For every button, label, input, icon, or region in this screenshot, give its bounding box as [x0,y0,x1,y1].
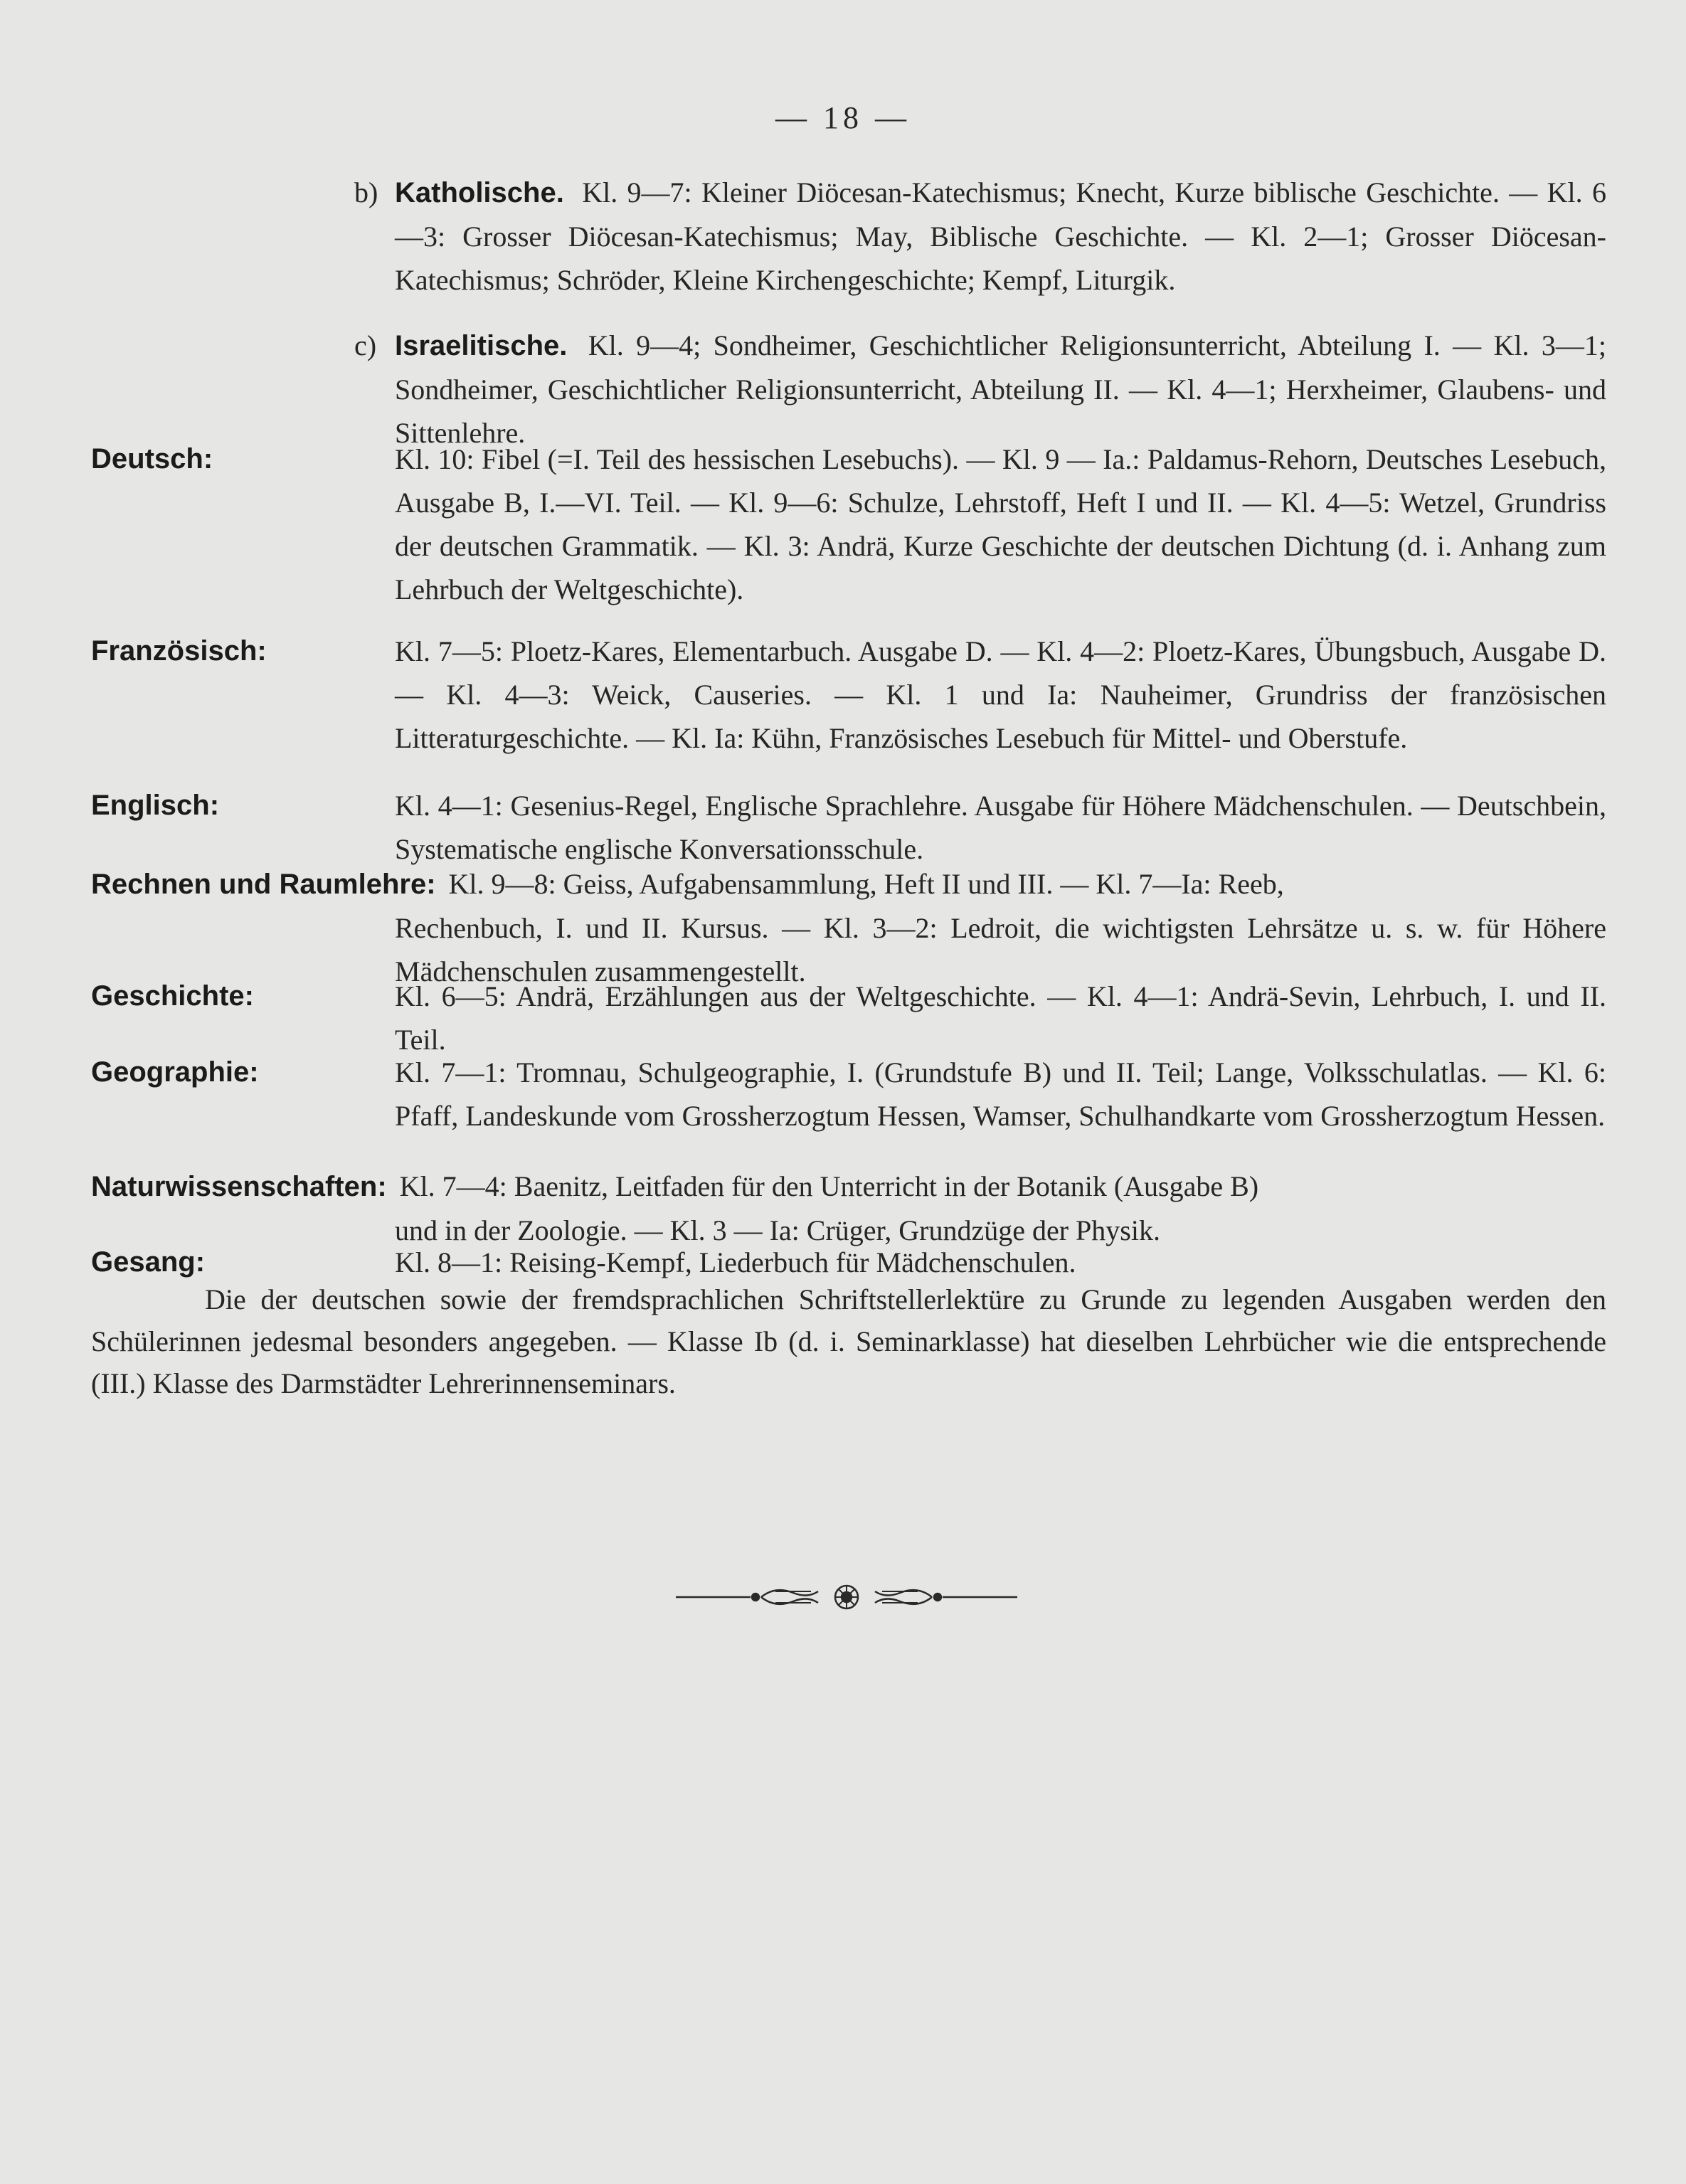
entry-katholische [91,171,1606,302]
text-gesang: Kl. 8—1: Reising-Kempf, Liederbuch für Mädchenschulen. [395,1246,1076,1278]
entry-englisch [91,784,1606,871]
label-gesang: Gesang: [91,1246,206,1278]
text-geographie: Kl. 7—1: Tromnau, Schulgeographie, I. (Grundstufe B) und II. Teil; Lange, Volksschulatlas. — Kl. 6: Pfaff, Landeskunde vom Grossherzogtum Hessen, Wamser, Schulhandkarte vom Grossherzogtum Hessen. [395,1056,1606,1132]
text-englisch: Kl. 4—1: Gesenius-Regel, Englische Sprachlehre. Ausgabe für Höhere Mädchenschulen. — Deutschbein, Systematische englische Konversationsschule. [395,790,1606,865]
entry-gesang [91,1241,1606,1284]
text-rechnen-first: Kl. 9—8: Geiss, Aufgabensammlung, Heft II und III. — Kl. 7—Ia: Reeb, [448,868,1284,900]
entry-geographie [91,1051,1606,1138]
page-number: — 18 — [775,100,911,135]
entry-naturwissenschaften [91,1165,1606,1252]
heading-katholische: Katholische. [395,177,564,208]
entry-geschichte [91,975,1606,1061]
text-natur-cont: und in der Zoologie. — Kl. 3 — Ia: Crüger, Grundzüge der Physik. [395,1214,1160,1246]
text-deutsch: Kl. 10: Fibel (=I. Teil des hessischen Lesebuchs). — Kl. 9 — Ia.: Paldamus-Rehorn, Deutsches Lesebuch, Ausgabe B, I.—VI. Teil. — Kl. 9—6: Schulze, Lehrstoff, Heft I und II. — Kl. 4—5: Wetzel, Grundriss der deutschen Grammatik. — Kl. 3: Andrä, Kurze Geschichte der deutschen Dichtung (d. i. Anhang zum Lehrbuch der Weltgeschichte). [395,443,1606,605]
label-rechnen: Rechnen und Raumlehre: [91,869,436,900]
text-israelitische: Kl. 9—4; Sondheimer, Geschichtlicher Religionsunterricht, Abteilung I. — Kl. 3—1; Sondheimer, Geschichtlicher Religionsunterricht, Abteilung II. — Kl. 4—1; Herxheimer, Glaubens- und Sittenlehre. [395,329,1607,449]
heading-israelitische: Israelitische. [395,330,568,361]
ornament-divider-icon [669,1576,1024,1618]
entry-franzoesisch [91,630,1606,760]
marker-b: b) [354,176,378,208]
text-geschichte: Kl. 6—5: Andrä, Erzählungen aus der Weltgeschichte. — Kl. 4—1: Andrä-Sevin, Lehrbuch, I. und II. Teil. [395,980,1606,1056]
text-franzoesisch: Kl. 7—5: Ploetz-Kares, Elementarbuch. Ausgabe D. — Kl. 4—2: Ploetz-Kares, Übungsbuch, Ausgabe D. — Kl. 4—3: Weick, Causeries. — Kl. 1 und Ia: Nauheimer, Grundriss der französischen Litteraturgeschichte. — Kl. Ia: Kühn, Französisches Lesebuch für Mittel- und Oberstufe. [395,635,1606,754]
entry-rechnen [91,862,1606,993]
closing-paragraph: Die der deutschen sowie der fremdsprachlichen Schriftstellerlektüre zu Grunde zu legenden Ausgaben werden den Schülerinnen jedesmal besonders angegeben. — Klasse Ib (d. i. Seminarklasse) hat dieselben Lehrbücher wie die entsprechende (III.) Klasse des Darmstädter Lehrerinnenseminars. [91,1283,1606,1399]
label-naturwissenschaften: Naturwissenschaften: [91,1171,387,1202]
text-rechnen-cont: Rechenbuch, I. und II. Kursus. — Kl. 3—2: Ledroit, die wichtigsten Lehrsätze u. s. w. für Höhere Mädchenschulen zusammengestellt. [395,912,1606,987]
label-franzoesisch: Französisch: [91,635,267,667]
marker-c: c) [354,329,377,361]
label-englisch: Englisch: [91,790,220,821]
label-geographie: Geographie: [91,1056,259,1088]
entry-israelitische [91,324,1606,455]
label-deutsch: Deutsch: [91,443,213,475]
entry-deutsch [91,438,1606,611]
text-katholische: Kl. 9—7: Kleiner Diöcesan-Katechismus; Knecht, Kurze biblische Geschichte. — Kl. 6—3: Grosser Diöcesan-Katechismus; May, Biblische Geschichte. — Kl. 2—1; Grosser Diöcesan-Katechismus; Schröder, Kleine Kirchengeschichte; Kempf, Liturgik. [395,176,1606,296]
label-geschichte: Geschichte: [91,980,254,1012]
text-natur-first: Kl. 7—4: Baenitz, Leitfaden für den Unterricht in der Botanik (Ausgabe B) [399,1170,1259,1202]
